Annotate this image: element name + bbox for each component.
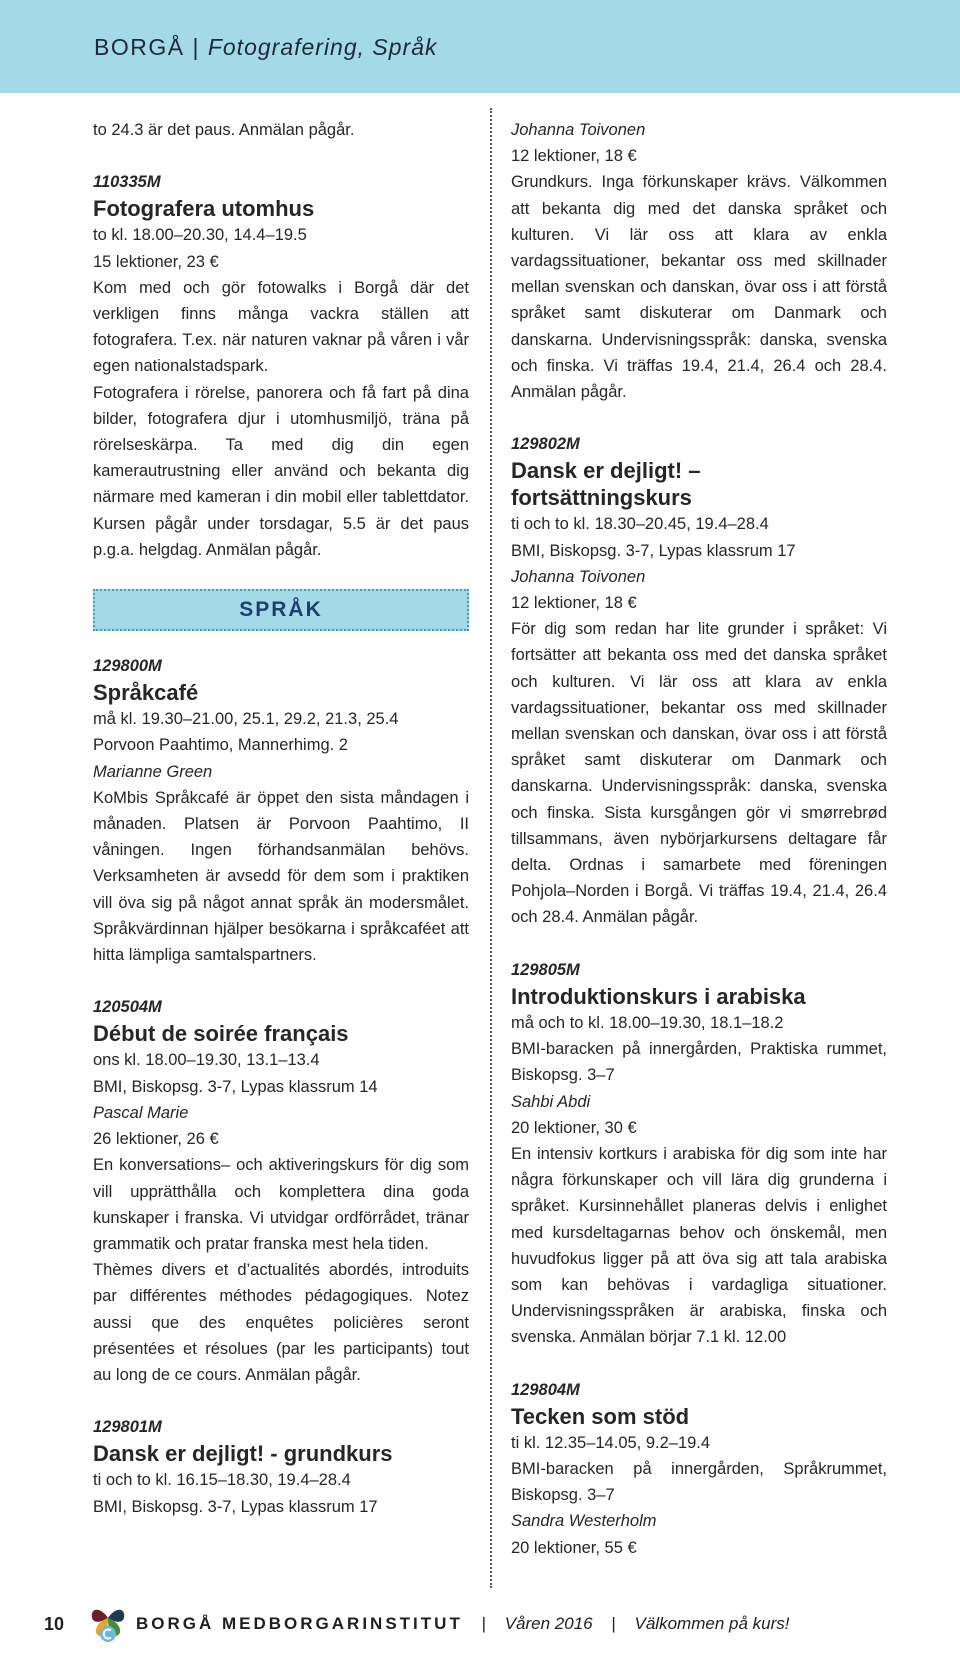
course-teacher: Pascal Marie: [93, 1103, 189, 1122]
course-schedule: to kl. 18.00–20.30, 14.4–19.5: [93, 226, 307, 245]
intro-text: to 24.3 är det paus. Anmälan pågår.: [93, 121, 355, 139]
header-separator: |: [192, 34, 200, 60]
course-code: 129801M: [93, 1418, 162, 1437]
course-code: 129800M: [93, 657, 162, 676]
course-lessons-price: 12 lektioner, 18 €: [511, 147, 637, 166]
course-schedule: ons kl. 18.00–19.30, 13.1–13.4: [93, 1051, 320, 1070]
course-location: Porvoon Paahtimo, Mannerhimg. 2: [93, 736, 348, 755]
course-code: 129805M: [511, 960, 580, 979]
course-schedule: ti och to kl. 18.30–20.45, 19.4–28.4: [511, 515, 769, 534]
footer-slogan: Välkommen på kurs!: [634, 1614, 790, 1633]
course-teacher: Johanna Toivonen: [511, 567, 646, 586]
course-129804M: [511, 1377, 887, 1561]
course-schedule: må och to kl. 18.00–19.30, 18.1–18.2: [511, 1013, 784, 1032]
section-banner-sprak: [93, 589, 469, 631]
page-footer: [0, 1596, 960, 1653]
column-divider: [490, 108, 492, 1588]
intro-block: [93, 117, 469, 143]
course-129802M: [511, 431, 887, 930]
course-120504M: [93, 994, 469, 1388]
course-schedule: må kl. 19.30–21.00, 25.1, 29.2, 21.3, 25.4: [93, 710, 399, 729]
course-129801M-continued: [511, 117, 887, 405]
section-title: SPRÅK: [239, 597, 323, 621]
course-teacher: Marianne Green: [93, 762, 213, 781]
course-title: Introduktionskurs i arabiska: [511, 983, 806, 1009]
course-title: Dansk er dejligt! - grundkurs: [93, 1441, 393, 1467]
course-location: BMI, Biskopsg. 3-7, Lypas klassrum 17: [511, 541, 796, 560]
course-schedule: ti kl. 12.35–14.05, 9.2–19.4: [511, 1433, 711, 1452]
course-description: Thèmes divers et d’actualités abordés, introduits par différentes méthodes pédagogiques. Notez aussi que des enquêtes policières seront présentées et résolues (par les participants) tout au long de ce cours. Anmälan pågår.: [93, 1261, 469, 1384]
course-description: KoMbis Språkcafé är öppet den sista måndagen i månaden. Platsen är Porvoon Paahtimo, II våningen. Ingen förhandsanmälan behövs. Verksamheten är avsedd för dem som i praktiken vill öva sig på något annat språk än modersmålet. Språkvärdinnan hjälper besökarna i språkcaféet att hitta lämpliga samtalspartners.: [93, 788, 469, 965]
course-teacher: Sandra Westerholm: [511, 1512, 657, 1531]
course-description: En konversations– och aktiveringskurs för dig som vill upprätthålla och komplettera dina goda kunskaper i franska. Vi utvidgar ordförrådet, tränar grammatik och pratar franska mest hela tiden.: [93, 1156, 469, 1253]
course-lessons-price: 20 lektioner, 55 €: [511, 1538, 637, 1557]
course-code: 120504M: [93, 998, 162, 1017]
course-title: Fotografera utomhus: [93, 196, 315, 222]
left-column: [93, 117, 469, 1520]
course-lessons-price: 26 lektioner, 26 €: [93, 1130, 219, 1149]
footer-separator: |: [481, 1614, 486, 1633]
course-location: BMI, Biskopsg. 3-7, Lypas klassrum 17: [93, 1497, 378, 1516]
page-header: [0, 0, 960, 93]
course-lessons-price: 15 lektioner, 23 €: [93, 252, 219, 271]
course-teacher: Johanna Toivonen: [511, 121, 646, 139]
footer-organization: BORGÅ MEDBORGARINSTITUT: [136, 1614, 463, 1633]
course-129800M: [93, 653, 469, 968]
course-title: Tecken som stöd: [511, 1403, 690, 1429]
course-location: BMI, Biskopsg. 3-7, Lypas klassrum 14: [93, 1077, 378, 1096]
course-description: Grundkurs. Inga förkunskaper krävs. Välkommen att bekanta dig med det danska språket och kulturen. Vi lär oss att klara av enkla vardagssituationer, bekantar oss med skillnader mellan svenskan och danskan, övar oss i att förstå språket samt diskuterar om Danmark och danskarna. Undervisningsspråk: danska, svenska och finska. Vi träffas 19.4, 21.4, 26.4 och 28.4. Anmälan pågår.: [511, 173, 887, 402]
course-code: 129804M: [511, 1380, 580, 1399]
institute-logo-icon: [86, 1596, 130, 1644]
course-location: BMI-baracken på innergården, Språkrummet, Biskopsg. 3–7: [511, 1459, 887, 1505]
course-110335M: [93, 169, 469, 563]
course-lessons-price: 20 lektioner, 30 €: [511, 1118, 637, 1137]
course-description: Kom med och gör fotowalks i Borgå där det verkligen finns många vackra ställen att fotografera. T.ex. när naturen vaknar på våren i vår egen nationalstadspark.: [93, 278, 469, 376]
footer-text: [136, 1614, 789, 1634]
header-title: [94, 34, 438, 61]
course-description: En intensiv kortkurs i arabiska för dig som inte har några förkunskaper och vill lära dig grunderna i språket. Kursinnehållet planeras delvis i enlighet med kursdeltagarnas behov och önskemål, men huvudfokus ligger på att öva sig att tala arabiska som kan behövas i vardagliga situationer. Undervisningsspråken är arabiska, finska och svenska. Anmälan börjar 7.1 kl. 12.00: [511, 1144, 887, 1347]
course-title: Språkcafé: [93, 680, 199, 706]
course-lessons-price: 12 lektioner, 18 €: [511, 594, 637, 613]
course-teacher: Sahbi Abdi: [511, 1092, 591, 1111]
course-code: 110335M: [93, 173, 161, 192]
course-title: Dansk er dejligt! – fortsättningskurs: [511, 458, 701, 511]
course-code: 129802M: [511, 435, 580, 454]
course-description: För dig som redan har lite grunder i språket: Vi fortsätter att bekanta oss med det danska språket och kulturen. Vi lär oss att klara av enkla vardagssituationer, bekantar oss med skillnader mellan svenskan och danskan, övar oss i att förstå språket samt diskuterar om Danmark och danskarna. Undervisningsspråk: danska, svenska och finska. Sista kursgången gör vi smørrebrød tillsammans, även nybörjarkursens deltagare får delta. Ordnas i samarbete med föreningen Pohjola–Norden i Borgå. Vi träffas 19.4, 21.4, 26.4 och 28.4. Anmälan pågår.: [511, 620, 887, 927]
course-description: Fotografera i rörelse, panorera och få fart på dina bilder, fotografera djur i utomhusmiljö, träna på rörelseskärpa. Ta med dig din egen kamerautrustning eller använd och bekanta dig närmare med kameran i din mobil eller tablettdator. Kursen pågår under torsdagar, 5.5 är det paus p.g.a. helgdag. Anmälan pågår.: [93, 383, 469, 559]
page-number: 10: [44, 1614, 65, 1634]
header-city: BORGÅ: [94, 34, 185, 60]
course-129801M: [93, 1414, 469, 1520]
right-column: [511, 117, 887, 1561]
course-title: Début de soirée français: [93, 1021, 349, 1047]
course-location: BMI-baracken på innergården, Praktiska rummet, Biskopsg. 3–7: [511, 1040, 887, 1085]
footer-term: Våren 2016: [504, 1614, 593, 1633]
course-schedule: ti och to kl. 16.15–18.30, 19.4–28.4: [93, 1471, 351, 1490]
header-subtitle: Fotografering, Språk: [207, 34, 438, 60]
course-129805M: [511, 957, 887, 1351]
footer-separator: |: [611, 1614, 616, 1633]
